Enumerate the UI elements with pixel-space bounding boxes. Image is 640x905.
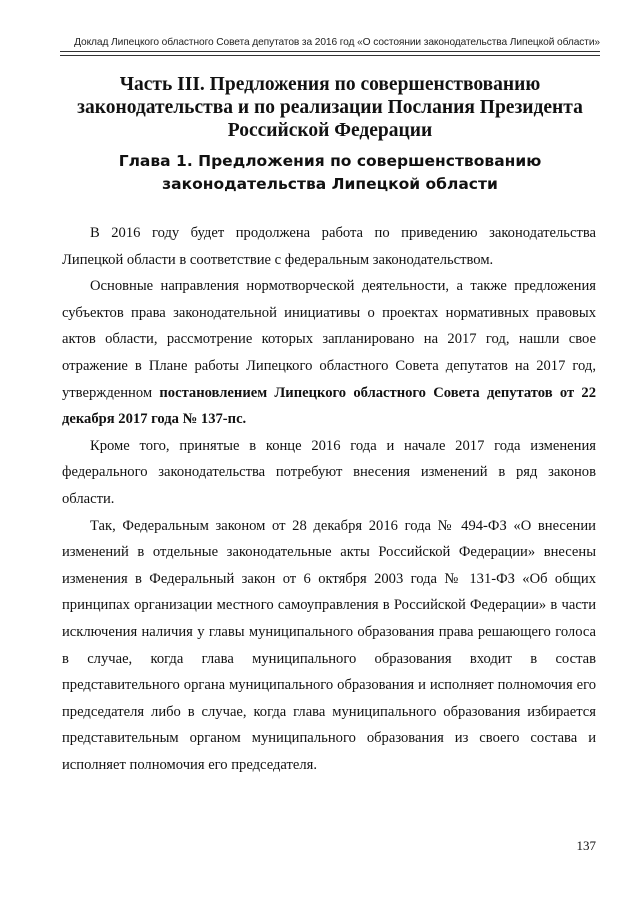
page-number: 137 [576, 838, 596, 853]
paragraph-4: Так, Федеральным законом от 28 декабря 2016 года № 494-ФЗ «О внесении изменений в отдельные законодательные акты Российской Федерации» внесены изменения в Федеральный закон от 6 октября 2003 года № 131-ФЗ «Об общих принципах организации местного самоуправления в Российской Федерации» в части исключения наличия у главы муниципального образования права решающего голоса в случае, когда глава муниципального образования входит в состав представительного органа муниципального образования и исполняет полномочия его председателя либо в случае, когда глава муниципального образования избирается представительным органом муниципального образования из своего состава и исполняет полномочия его председателя. [62, 517, 596, 773]
paragraph-2 [62, 273, 596, 433]
body-text [62, 220, 596, 778]
running-header: Доклад Липецкого областного Совета депутатов за 2016 год «О состоянии законодательства Липецкой области» [74, 37, 600, 48]
header-divider [60, 51, 600, 56]
chapter-title: Глава 1. Предложения по совершенствованию законодательства Липецкой области [118, 152, 542, 193]
resolution-reference: постановлением Липецкого областного Совета депутатов от 22 декабря 2017 года № 137-пс. [62, 384, 597, 428]
paragraph-3: Кроме того, принятые в конце 2016 года и начале 2017 года изменения федерального законодательства потребуют внесения изменений в ряд законов области. [62, 437, 596, 507]
part-title: Часть III. Предложения по совершенствованию законодательства и по реализации Послания Президента Российской Федерации [77, 74, 583, 141]
paragraph-1: В 2016 году будет продолжена работа по приведению законодательства Липецкой области в соответствие с федеральным законодательством. [62, 225, 596, 268]
paragraph-2-text: Основные направления нормотворческой деятельности, а также предложения субъектов права законодательной инициативы о проектах нормативных правовых актов области, рассмотрение которых запланировано на 2017 год, нашли свое отражение в Плане работы Липецкого областного Совета депутатов на 2017 год, утвержденном [62, 278, 596, 401]
